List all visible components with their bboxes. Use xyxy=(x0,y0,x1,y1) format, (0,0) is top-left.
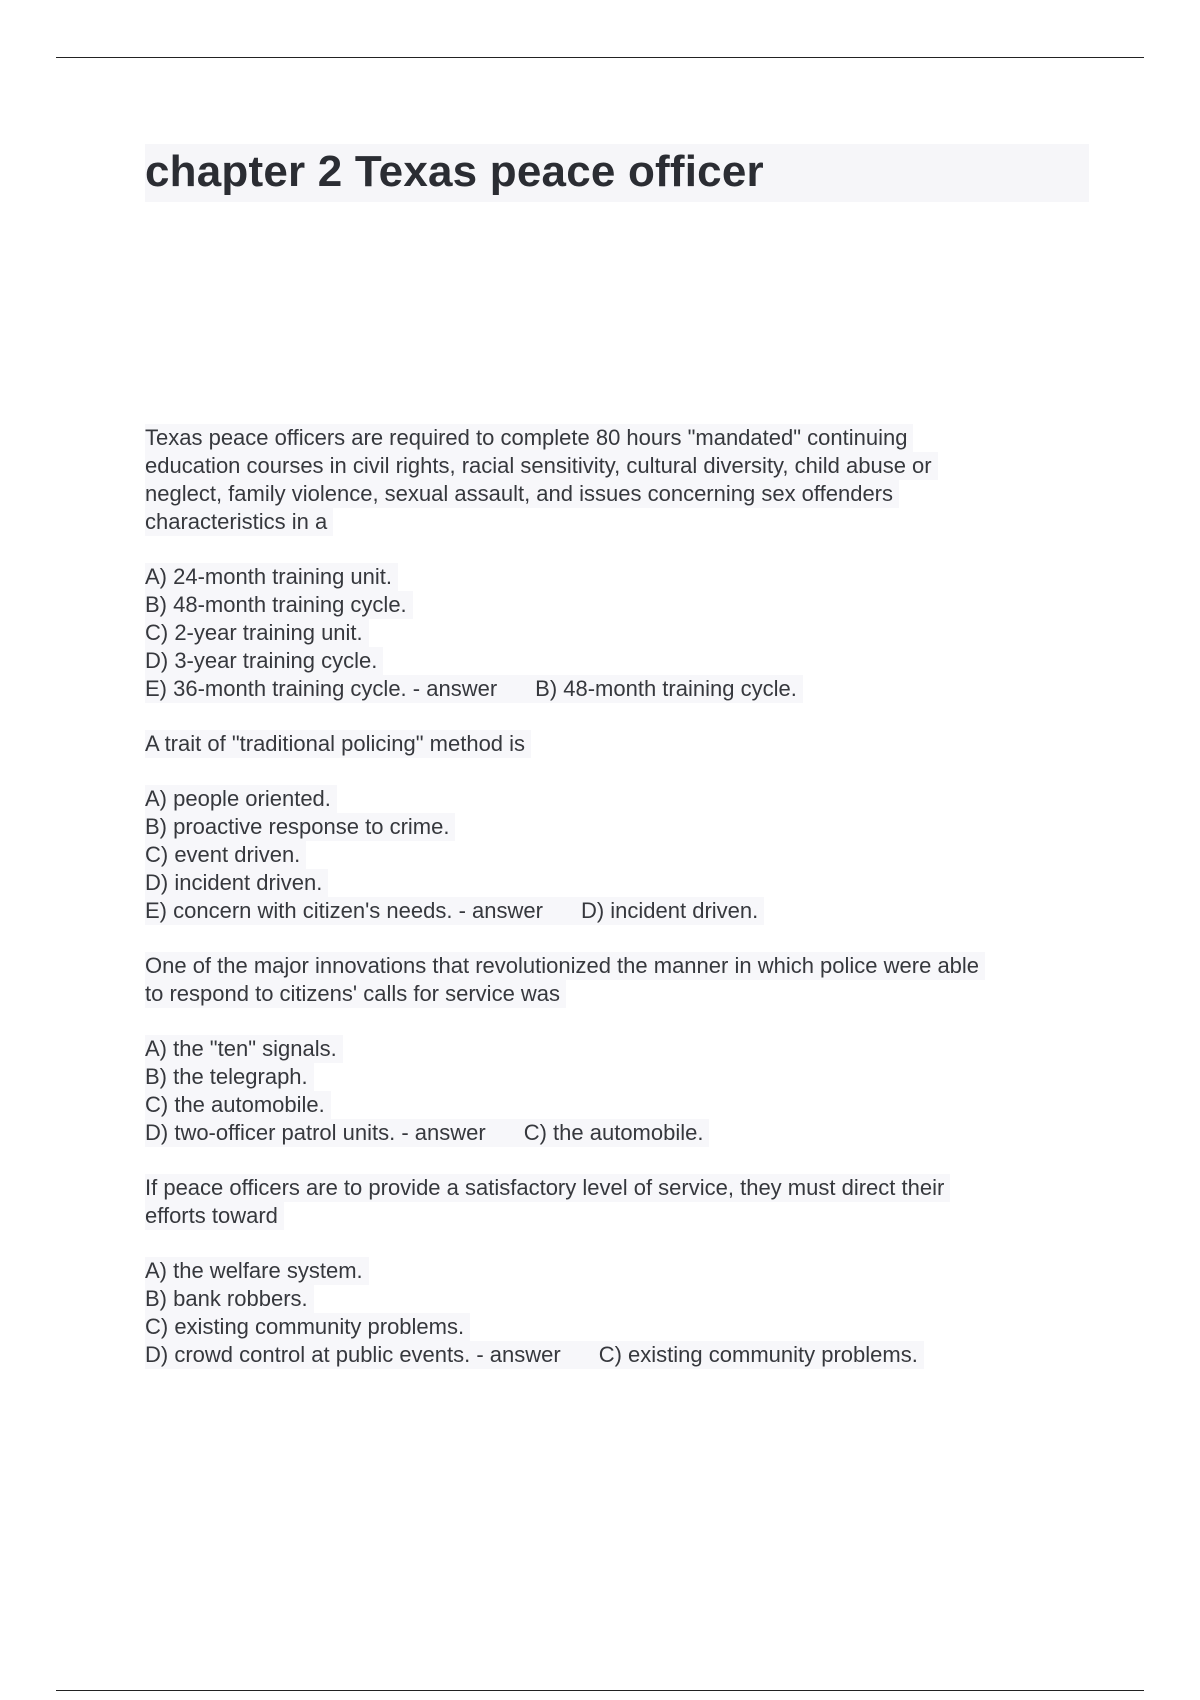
question-text: A trait of "traditional policing" method is xyxy=(145,730,531,758)
question-text: neglect, family violence, sexual assault, and issues concerning sex offenders xyxy=(145,480,899,508)
answer-option: D) two-officer patrol units. - answer xyxy=(145,1120,486,1145)
answer-option: D) crowd control at public events. - answer xyxy=(145,1342,561,1367)
question-block-4 xyxy=(145,1174,1085,1369)
answer-option: A) people oriented. xyxy=(145,785,337,813)
answer-option: C) existing community problems. xyxy=(145,1313,470,1341)
answer-option: A) 24-month training unit. xyxy=(145,563,398,591)
correct-answer: D) incident driven. xyxy=(580,898,759,923)
answer-option: C) 2-year training unit. xyxy=(145,619,369,647)
question-block-1 xyxy=(145,424,1085,703)
answer-option: C) event driven. xyxy=(145,841,306,869)
answer-option: C) the automobile. xyxy=(145,1091,331,1119)
answer-line xyxy=(145,1341,924,1369)
page-title: chapter 2 Texas peace officer xyxy=(145,147,764,196)
question-text: characteristics in a xyxy=(145,508,333,536)
answer-option: A) the welfare system. xyxy=(145,1257,369,1285)
answer-option: D) incident driven. xyxy=(145,869,328,897)
correct-answer: B) 48-month training cycle. xyxy=(535,676,797,701)
answer-line xyxy=(145,897,764,925)
bottom-rule xyxy=(56,1690,1144,1691)
answer-option: B) the telegraph. xyxy=(145,1063,314,1091)
answer-option: A) the "ten" signals. xyxy=(145,1035,343,1063)
correct-answer: C) the automobile. xyxy=(523,1120,704,1145)
answer-option: E) concern with citizen's needs. - answer xyxy=(145,898,543,923)
question-text: education courses in civil rights, racial sensitivity, cultural diversity, child abuse or xyxy=(145,452,938,480)
question-list xyxy=(145,424,1085,1396)
question-text: to respond to citizens' calls for service was xyxy=(145,980,566,1008)
answer-option: B) bank robbers. xyxy=(145,1285,314,1313)
question-text: If peace officers are to provide a satisfactory level of service, they must direct their xyxy=(145,1174,950,1202)
answer-line xyxy=(145,1119,709,1147)
answer-option: D) 3-year training cycle. xyxy=(145,647,383,675)
answer-option: E) 36-month training cycle. - answer xyxy=(145,676,498,701)
answer-line xyxy=(145,675,803,703)
question-block-3 xyxy=(145,952,1085,1147)
question-text: Texas peace officers are required to complete 80 hours "mandated" continuing xyxy=(145,424,913,452)
question-text: efforts toward xyxy=(145,1202,284,1230)
correct-answer: C) existing community problems. xyxy=(598,1342,918,1367)
top-rule xyxy=(56,57,1144,58)
answer-option: B) 48-month training cycle. xyxy=(145,591,413,619)
answer-option: B) proactive response to crime. xyxy=(145,813,455,841)
question-text: One of the major innovations that revolutionized the manner in which police were able xyxy=(145,952,985,980)
question-block-2 xyxy=(145,730,1085,925)
